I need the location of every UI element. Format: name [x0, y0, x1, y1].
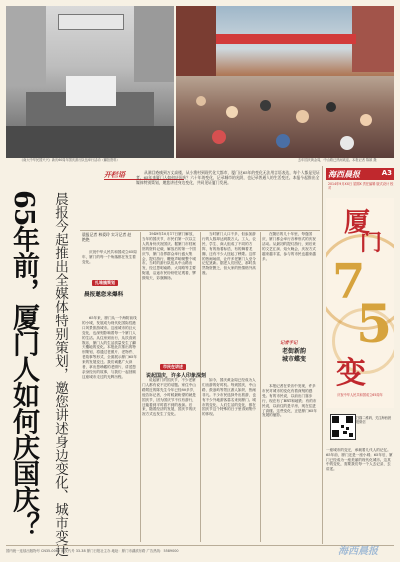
poster-char-1: 厦 [344, 208, 371, 238]
page-number: A3 [381, 169, 392, 177]
poster-char-3: 7 [332, 254, 366, 310]
divider [200, 232, 201, 542]
subhead-tag-3: 市民在讲述 [160, 364, 186, 370]
divider [322, 166, 323, 544]
qr-caption: 扫描二维码，关注海西晨报微信 [356, 416, 392, 425]
article-column-3: 当时厦门人口不多，但参加游行的人数却达到数万人。工人、农民、学生、商人组成了不同的方阵，有的抬着标语，有的舞着龙狮，还有不少人扭起了秧歌。这样的热闹场面，让许多老厦门人至今记忆犹新。据老人们回忆，那时虽然物资匮乏，但大家的热情格外高涨。 [202, 232, 256, 276]
article-column-4: 在随后的几十年里，每逢国庆，厦门都会举行各种形式的庆祝活动。从最初的提灯游行，到后来的文艺汇演、焰火晚会，庆祝方式越来越丰富，参与的市民也越来越多。 [262, 232, 316, 261]
divider [80, 230, 320, 231]
divider [140, 232, 141, 542]
reporter-note-title: 老街新韵 城市蝶变 [281, 348, 306, 363]
historic-photo [6, 6, 174, 158]
main-headline: 65年前，厦门人如何庆国庆？ [8, 190, 39, 538]
historic-photo-caption: 《南大中华民国兴兴》新庆60周年国庆游行队伍举行活动（翻拍资料） [20, 158, 120, 162]
article-column-2: 1949年10月17日厦门解放，当年的国庆节，市民们第一次以主人的身份庆祝国庆。据厦门市档案馆的资料记载，解放后的第一个国庆节，厦门各界群众举行盛大集会，提灯游行，鞭炮声响彻整个城市。当时的游行队伍从中山路出发，经过思明南路、大同路等主要街道，沿途市民纷纷驻足观看，锣鼓喧天，彩旗飘扬。 [142, 232, 197, 281]
reporter-note-tag: 记者手记 [280, 341, 298, 346]
article-column-1: 庆祝中华人民共和国成立65周年，厦门的每一个角落都在发生着变化。 [82, 250, 137, 264]
footer-info: 国内统一连续出版物号 CN35-0062 邮发代号 33-38 厦门日报社主办 地址：厦门市湖滨东路 广告热线：5589000 [6, 549, 179, 553]
intro-tag: 开栏语 [104, 170, 125, 179]
qr-code[interactable] [330, 414, 356, 440]
sub-headline: 晨报今起推出全媒体特别策划，邀您讲述身边变化、城市变迁 [52, 192, 68, 557]
masthead-name: 海西晨报 [328, 169, 360, 179]
modern-photo-caption: 去年国庆黄金周，中山路已热闹欢迎。本报记者 陈颖 摄 [298, 158, 377, 162]
divider [260, 232, 261, 542]
anniversary-poster [326, 198, 394, 408]
article-column-5: 65年来，厦门从一个海防前线的小城，发展成为现代化国际性港口风景旅游城市。这座城市的巨大变化，也深刻影响着每一个厦门人的生活。从住房到出行，从饮食到娱乐，厦门人的生活质量发生了翻天覆地的变化。本报此次推出的特别策划，将通过老照片、老物件、老故事等形式，全面展示厦门65年来的发展变迁。我们诚邀广大读者，拿出您珍藏的老照片，讲述您亲身经历的故事，与我们一起回顾这座城市走过的光辉历程。 [82, 316, 137, 379]
article-column-8: 本报记者在采访中发现，许多市民对城市的变化有着深刻的感受。有的市民说，以前出门靠步行，现在有了BRT和地铁；有的市民说，以前住的是平房，现在住进了高楼。这些变化，正是厦门65年发展的缩影。 [262, 384, 317, 418]
masthead-date: 2014年9月XX日 星期X 责任编辑 版式设计 校对 [328, 182, 394, 191]
masthead [326, 168, 394, 180]
poster-char-4: 5 [356, 294, 393, 355]
byline: 晨报记者 林爱玲 实习记者 赵艳艳 [82, 232, 132, 242]
subhead-tag-1: 扎堆搞策划 [92, 280, 118, 286]
intro-text: 从满目疮痍到万丈高楼，从小渔村到现代化大都市，厦门这65年的变化无法用言语表达，每个人都是见证者。65年来厦门人如何庆国庆？六十年的变化，记录城市的光阴，也记录普通人的生活变迁。本报今起推出全媒体特别策划，邀您讲述身边变化，共同见证厦门发展。 [136, 170, 320, 186]
article-column-6: 说起厦门的国庆节，不少老厦门人都有说不完的话题。家住中山路附近的陈先生今年已经80多岁，他告诉记者，小时候最盼望的就是国庆节，因为国庆节不仅有游行，还能看到平时看不到的表演。后来，随着经济的发展，国庆节的庆祝方式也发生了变化。 [142, 378, 197, 417]
poster-slogan: 庆祝中华人民共和国成立65周年 [337, 393, 383, 397]
subhead-3: 说起国庆，许多人印象深刻 [146, 373, 207, 379]
poster-char-2: 门 [360, 230, 383, 256]
article-column-7: 如今，国庆黄金周已经成为人们出游的好时机。每到国庆，中山路、鼓浪屿等景区游人如织，热闹非凡。不少市民选择外出旅游，也有不少外地游客慕名来到厦门。城市的变化，人们生活的变化，都在国庆节这个特殊的日子里得到集中的体现。 [202, 378, 256, 417]
footer-logo: 海西晨报 [338, 546, 378, 557]
right-column-text: 一座城市的变迁，承载着几代人的记忆。65年前，厦门还是一座小城；65年后，厦门已经成为一座美丽的现代化城市。这其中的变化，需要我们每一个人去记录、去讲述。 [326, 448, 393, 472]
subhead-1: 晨报邀您来爆料 [84, 292, 124, 298]
poster-char-5: 变 [336, 356, 366, 391]
footer-divider [6, 545, 394, 546]
modern-crowd-photo [176, 6, 394, 158]
